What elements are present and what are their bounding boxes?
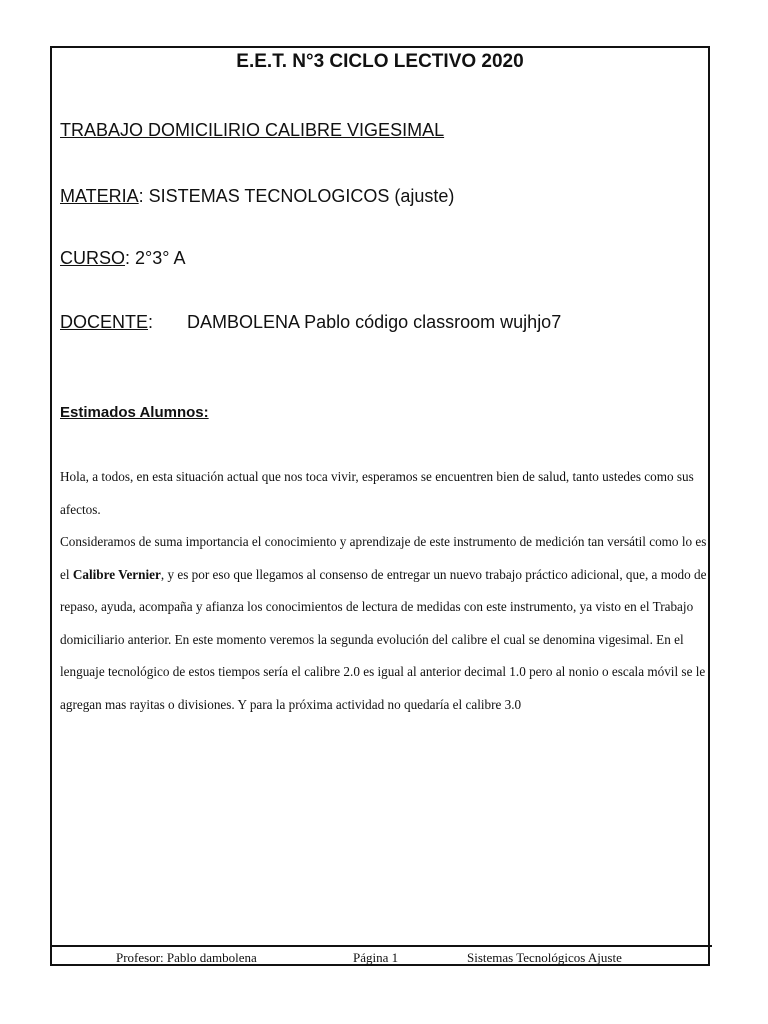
footer-subject: Sistemas Tecnológicos Ajuste — [467, 950, 622, 965]
work-title — [60, 118, 444, 142]
work-title-text: TRABAJO DOMICILIRIO CALIBRE VIGESIMAL — [60, 120, 445, 140]
materia-line — [60, 184, 454, 208]
greeting-heading: Estimados Alumnos: — [60, 404, 209, 421]
paragraph-main-end: , y es por eso que llegamos al consenso de entregar un nuevo trabajo práctico adicional, que, a modo de repaso, ayuda, acompaña y afianza los conocimientos de lectura de medidas con este instrumento, ya visto en el Trabajo domiciliario anterior. En este momento veremos la segunda evolución del calibre el cual se denomina vigesimal. En el lenguaje tecnológico de estos tiempos sería el calibre 2.0 es igual al anterior decimal 1.0 pero al nonio o escala móvil se le agregan mas rayitas o divisiones. Y para la próxima actividad no quedaría el calibre 3.0 — [60, 566, 707, 712]
document-title: E.E.T. N°3 CICLO LECTIVO 2020 — [236, 51, 524, 72]
materia-value: : SISTEMAS TECNOLOGICOS (ajuste) — [138, 186, 455, 206]
materia-label: MATERIA — [60, 186, 139, 206]
page-footer — [50, 945, 712, 967]
docente-label: DOCENTE — [60, 312, 149, 332]
calibre-vernier-bold: Calibre Vernier — [72, 566, 161, 582]
curso-line — [60, 246, 185, 270]
curso-value: : 2°3° A — [125, 248, 186, 268]
paragraph-greeting: Hola, a todos, en esta situación actual que nos toca vivir, esperamos se encuentren bien de salud, tanto ustedes como sus afectos. — [60, 469, 694, 517]
docente-separator: : — [148, 312, 154, 332]
docente-line — [60, 310, 561, 334]
curso-label: CURSO — [60, 248, 126, 268]
footer-page-number: Página 1 — [353, 950, 399, 965]
paragraph-main — [60, 526, 710, 721]
footer-teacher: Profesor: Pablo dambolena — [116, 950, 257, 965]
paragraph-main-start: Consideramos de suma importancia el conocimiento y aprendizaje de este instrumento de medición tan versátil como lo es el — [60, 534, 707, 582]
docente-value: DAMBOLENA Pablo código classroom wujhjo7 — [187, 312, 562, 332]
letter-body — [60, 461, 710, 721]
